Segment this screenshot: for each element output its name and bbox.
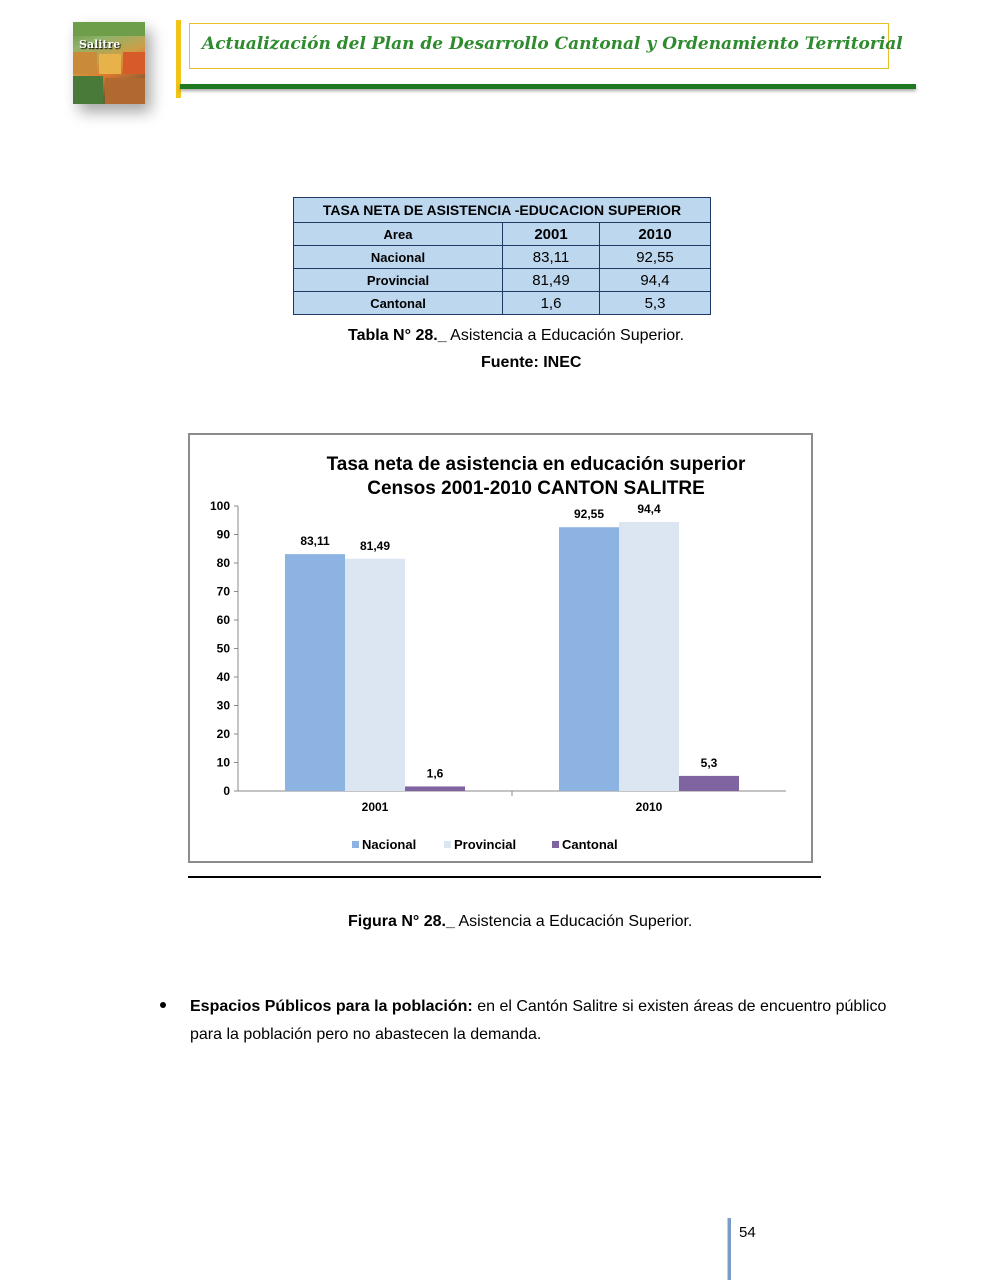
header-rule	[180, 84, 916, 89]
table-row	[294, 269, 711, 292]
y-tick-label: 20	[216, 727, 230, 741]
y-tick-label: 10	[216, 755, 230, 770]
x-tick-label: 2010	[635, 800, 663, 814]
data-label: 5,3	[700, 755, 718, 770]
table-cell: 83,11	[503, 246, 600, 269]
table-row	[294, 246, 711, 269]
data-label: 94,4	[637, 501, 661, 516]
y-tick-label: 60	[216, 613, 230, 627]
table-source: Fuente: INEC	[481, 354, 582, 371]
y-tick-label: 70	[216, 584, 230, 599]
salitre-logo	[73, 22, 145, 104]
attendance-table	[293, 197, 711, 315]
legend-swatch	[444, 841, 451, 848]
chart-frame	[188, 433, 813, 863]
y-tick-label: 40	[216, 670, 230, 684]
y-tick-label: 80	[216, 556, 230, 570]
page-number: 54	[739, 1224, 756, 1241]
table-caption	[348, 327, 684, 345]
table-cell: Cantonal	[294, 292, 503, 315]
bar-cantonal	[405, 786, 465, 791]
bullet-marker	[160, 1002, 166, 1008]
table-row	[294, 292, 711, 315]
bullet-paragraph	[190, 993, 890, 1049]
table-cell: Provincial	[294, 269, 503, 292]
data-label: 1,6	[426, 766, 444, 781]
bar-nacional	[285, 554, 345, 791]
y-tick-label: 30	[216, 698, 230, 713]
data-label: 92,55	[573, 507, 605, 522]
header-box	[189, 23, 903, 69]
y-tick-label: 0	[223, 784, 230, 798]
table-caption-text: Asistencia a Educación Superior.	[446, 327, 685, 344]
page-number-bar	[727, 1218, 731, 1280]
document-title: Actualización del Plan de Desarrollo Cantonal y Ordenamiento Territorial	[202, 34, 903, 54]
bar-cantonal	[679, 776, 739, 791]
table-cell: 81,49	[503, 269, 600, 292]
table-cell: 92,55	[600, 246, 711, 269]
chart-subtitle: Censos 2001-2010 CANTON SALITRE	[367, 478, 705, 499]
table-caption-label: Tabla N° 28._	[348, 327, 447, 344]
bar-chart	[190, 435, 811, 861]
column-header: Area	[294, 223, 503, 246]
column-header: 2001	[503, 223, 600, 246]
bar-nacional	[559, 527, 619, 791]
legend-label: Nacional	[362, 837, 417, 852]
table-cell: 1,6	[503, 292, 600, 315]
y-tick-label: 90	[216, 527, 230, 542]
table-title: TASA NETA DE ASISTENCIA -EDUCACION SUPERIOR	[294, 198, 711, 223]
legend-label: Provincial	[454, 837, 517, 852]
bullet-heading: Espacios Públicos para la población:	[190, 998, 473, 1015]
legend-swatch	[552, 841, 559, 848]
column-header: 2010	[600, 223, 711, 246]
figure-caption-text: Asistencia a Educación Superior.	[454, 913, 693, 930]
figure-caption	[348, 913, 692, 931]
data-label: 81,49	[359, 538, 391, 553]
bullet-body: en el Cantón Salitre si existen áreas de encuentro público para la población pero no abastecen la demanda.	[190, 998, 887, 1043]
y-tick-label: 50	[216, 641, 230, 656]
table-cell: 94,4	[600, 269, 711, 292]
figure-caption-label: Figura N° 28._	[348, 913, 455, 930]
y-tick-label: 100	[209, 499, 230, 513]
x-tick-label: 2001	[361, 800, 389, 814]
figure-rule	[188, 876, 821, 878]
chart-title: Tasa neta de asistencia en educación superior	[326, 454, 746, 475]
table-cell: 5,3	[600, 292, 711, 315]
bar-provincial	[619, 522, 679, 791]
table-cell: Nacional	[294, 246, 503, 269]
legend-swatch	[352, 841, 359, 848]
logo-label: Salitre	[79, 38, 121, 51]
table-header-row	[294, 223, 711, 246]
bar-provincial	[345, 559, 405, 791]
data-label: 83,11	[300, 534, 330, 549]
legend-label: Cantonal	[562, 837, 618, 852]
